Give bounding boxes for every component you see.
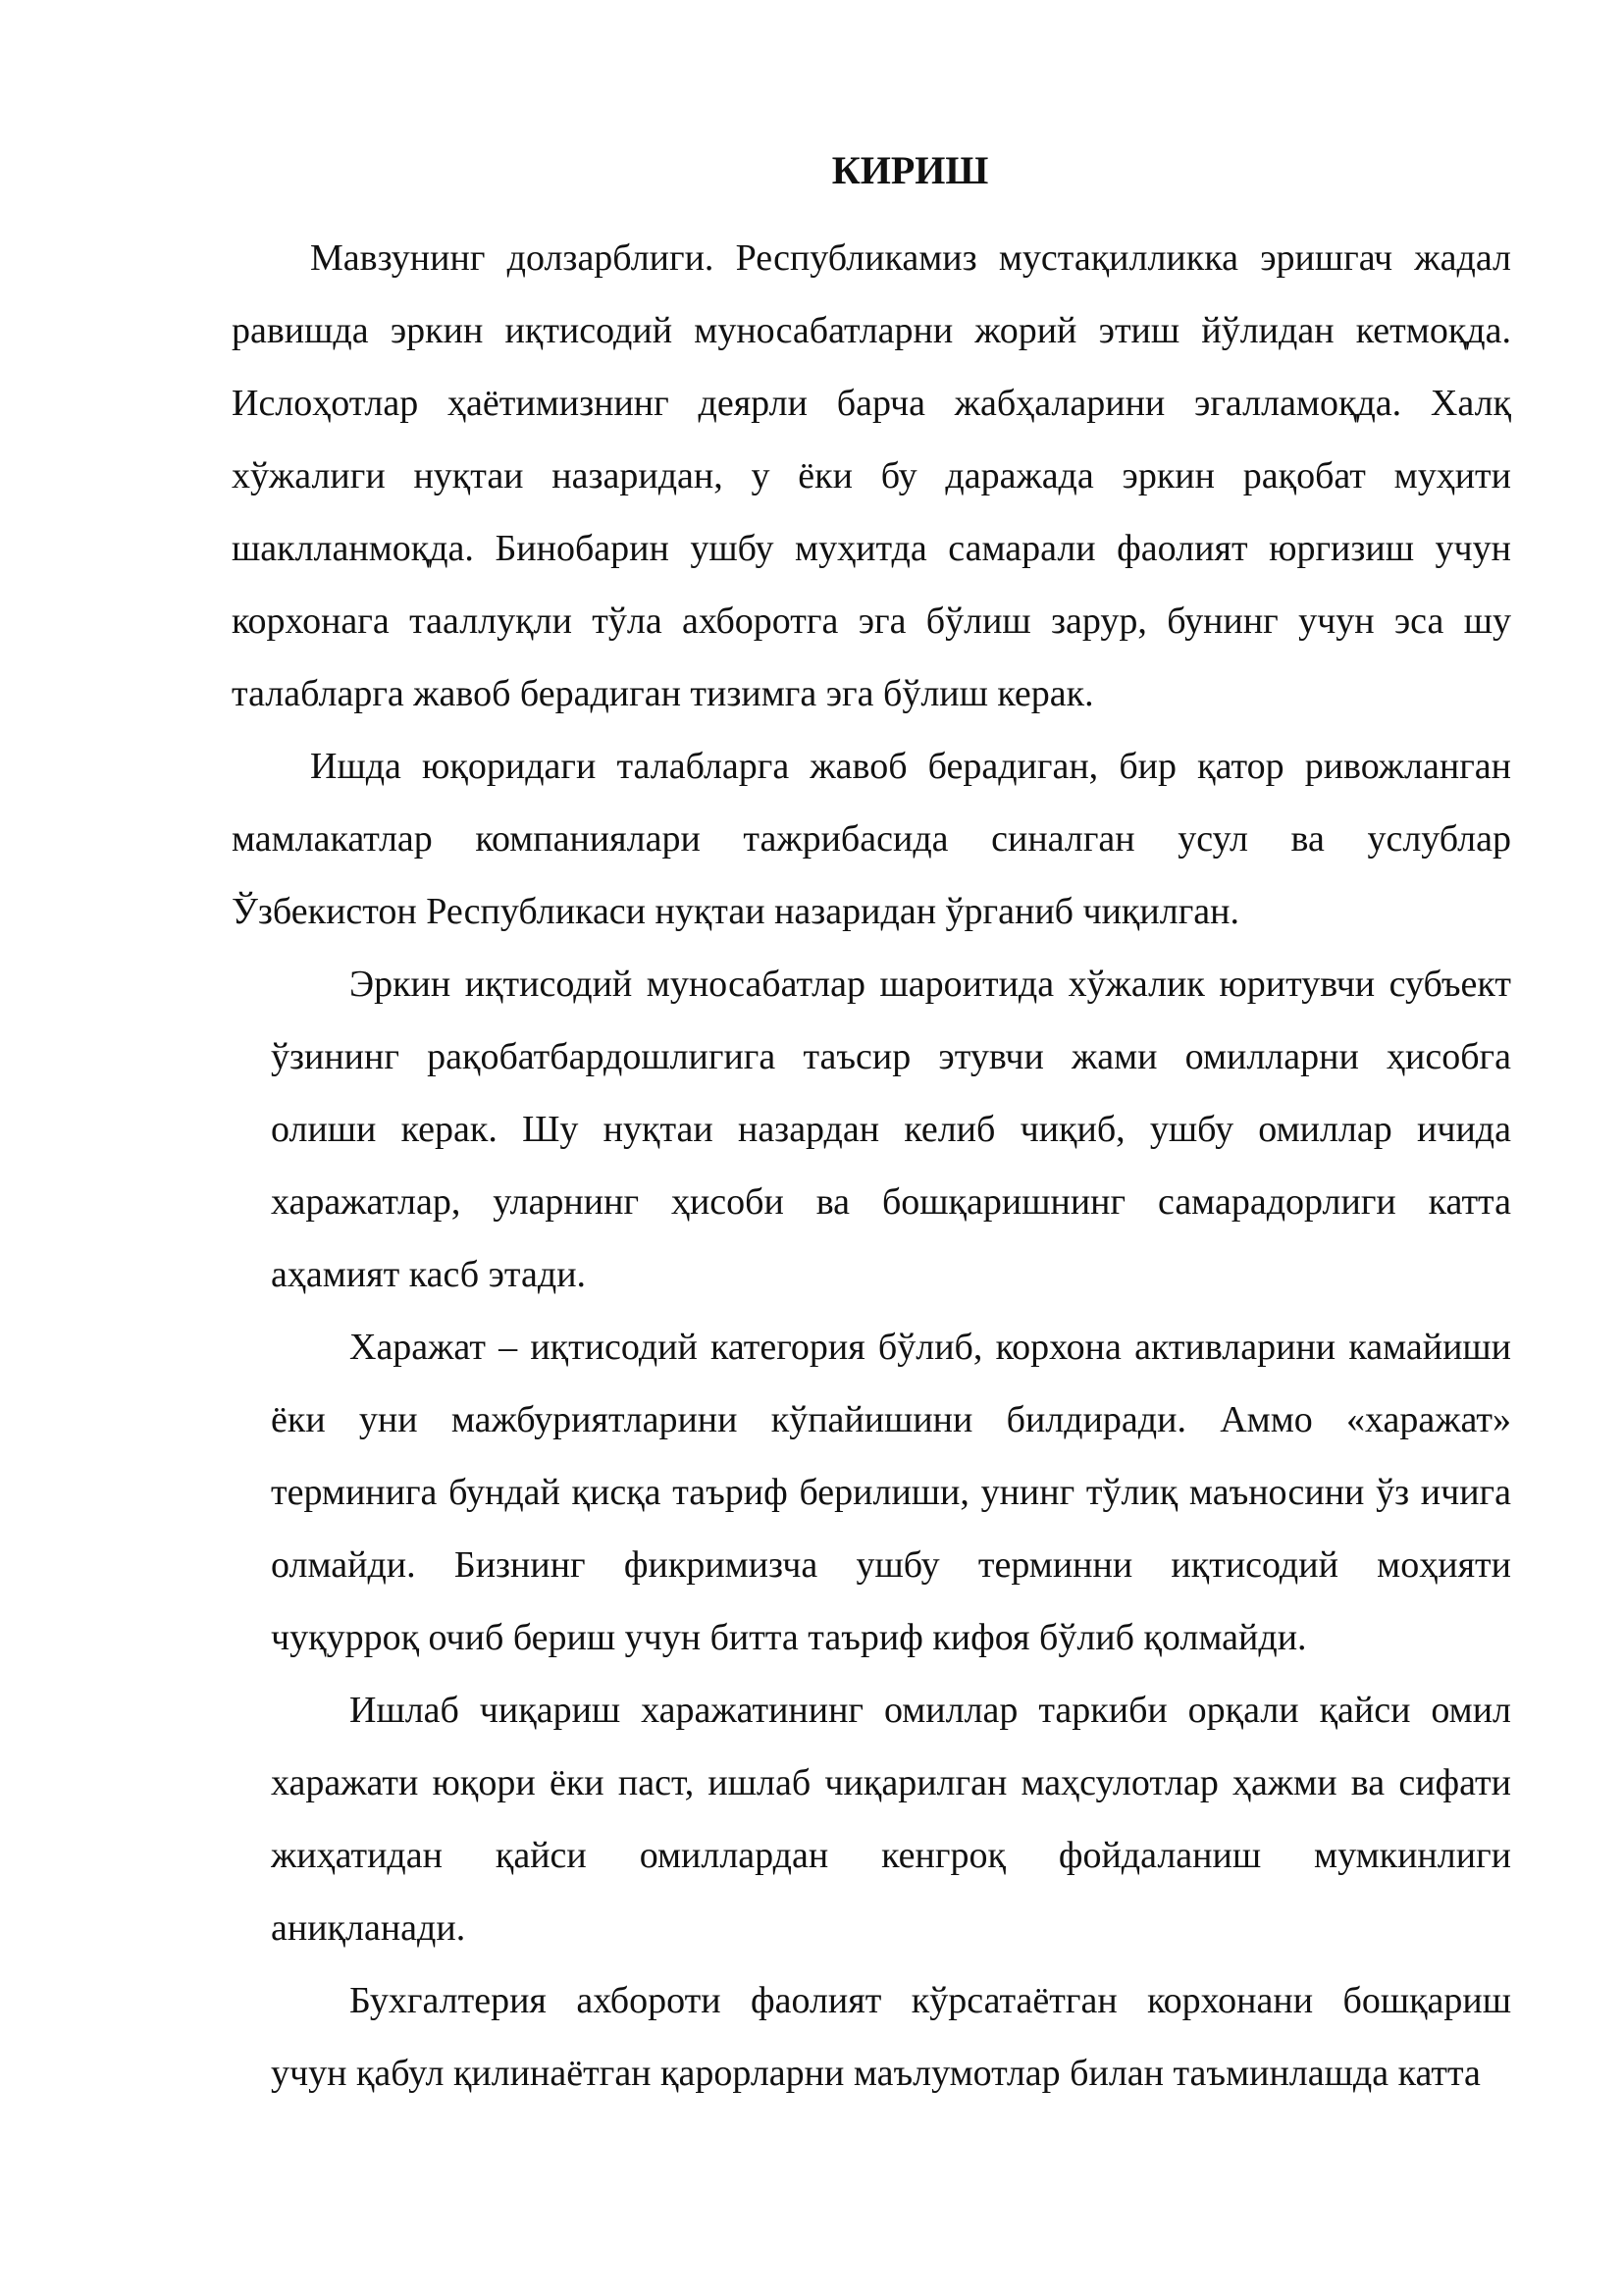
text-line: хўжалиги нуқтаи назаридан, у ёки бу даражада эркин рақобат муҳити (232, 455, 1511, 496)
text-line: аниқланади. (271, 1907, 466, 1949)
text-line: Ислоҳотлар ҳаётимизнинг деярли барча жабҳаларини эгалламоқда. Халқ (232, 383, 1511, 424)
text-line: мамлакатлар компаниялари тажрибасида синалган усул ва услублар (232, 818, 1511, 860)
paragraph-methods (232, 730, 1511, 948)
text-line: терминига бундай қисқа таъриф берилиши, унинг тўлиқ маъносини ўз ичига (271, 1472, 1511, 1513)
paragraph-economic-relations (271, 948, 1511, 1311)
text-line: учун қабул қилинаётган қарорларни маълумотлар билан таъминлашда катта (271, 2053, 1481, 2094)
text-line: Ишлаб чиқариш харажатининг омиллар таркиби орқали қайси омил (349, 1690, 1511, 1731)
text-line: олмайди. Бизнинг фикримизча ушбу терминни иқтисодий моҳияти (271, 1544, 1511, 1586)
text-line: Мавзунинг долзарблиги. Республикамиз мустақилликка эришгач жадал (310, 237, 1511, 279)
text-line: ёки уни мажбуриятларини кўпайишини билдиради. Аммо «харажат» (271, 1399, 1511, 1440)
text-line: жиҳатидан қайси омиллардан кенгроқ фойдаланиш мумкинлиги (271, 1835, 1511, 1876)
text-line: Харажат – иқтисодий категория бўлиб, корхона активларини камайиши (349, 1327, 1511, 1368)
paragraph-cost-definition (271, 1311, 1511, 1674)
text-line: корхонага тааллуқли тўла ахборотга эга бўлиш зарур, бунинг учун эса шу (232, 600, 1511, 642)
text-line: равишда эркин иқтисодий муносабатларни жорий этиш йўлидан кетмоқда. (232, 310, 1511, 351)
text-line: Ўзбекистон Республикаси нуқтаи назаридан ўрганиб чиқилган. (232, 891, 1239, 932)
text-line: аҳамият касб этади. (271, 1254, 587, 1295)
text-line: олиши керак. Шу нуқтаи назардан келиб чиқиб, ушбу омиллар ичида (271, 1109, 1511, 1150)
text-line: Ишда юқоридаги талабларга жавоб берадиган, бир қатор ривожланган (310, 746, 1511, 787)
text-line: ўзининг рақобатбардошлигига таъсир этувчи жами омилларни ҳисобга (271, 1036, 1511, 1077)
paragraph-relevance (232, 222, 1511, 730)
paragraph-cost-factors (271, 1674, 1511, 1964)
text-line: талабларга жавоб берадиган тизимга эга бўлиш керак. (232, 673, 1094, 714)
paragraph-accounting-info (271, 1964, 1511, 2110)
text-line: харажати юқори ёки паст, ишлаб чиқарилган маҳсулотлар ҳажми ва сифати (271, 1762, 1511, 1803)
text-line: чуқурроқ очиб бериш учун битта таъриф кифоя бўлиб қолмайди. (271, 1617, 1307, 1658)
text-line: Эркин иқтисодий муносабатлар шароитида хўжалик юритувчи субъект (349, 964, 1511, 1005)
document-title: КИРИШ (831, 148, 989, 192)
text-line: Бухгалтерия ахбороти фаолият кўрсатаётган корхонани бошқариш (349, 1980, 1511, 2021)
text-line: харажатлар, уларнинг ҳисоби ва бошқаришнинг самарадорлиги катта (271, 1181, 1511, 1223)
text-line: шаклланмоқда. Бинобарин ушбу муҳитда самарали фаолият юргизиш учун (232, 528, 1511, 569)
